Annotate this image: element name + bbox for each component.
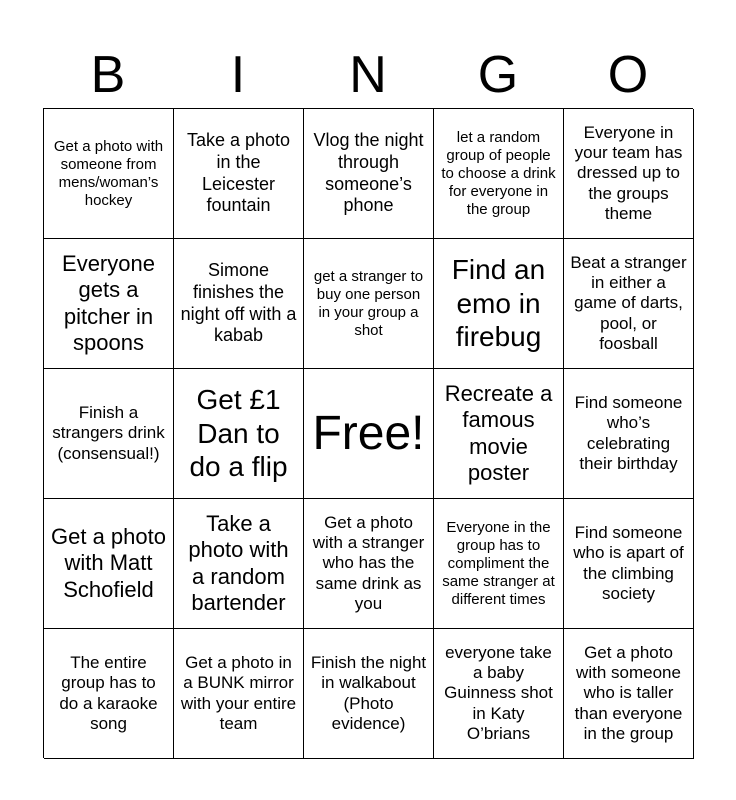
bingo-grid — [43, 108, 693, 758]
cell-text: Get a photo with Matt Schofield — [51, 523, 166, 602]
bingo-cell[interactable] — [174, 109, 304, 239]
cell-text: Everyone in your team has dressed up to the groups theme — [574, 122, 683, 224]
bingo-cell[interactable] — [174, 629, 304, 759]
cell-text: everyone take a baby Guinness shot in Katy O’brians — [444, 642, 553, 744]
cell-text: Get a photo with a stranger who has the same drink as you — [312, 512, 425, 614]
header-letter-o: O — [607, 46, 649, 104]
cell-text: get a stranger to buy one person in your group a shot — [313, 267, 424, 339]
bingo-cell[interactable] — [304, 499, 434, 629]
bingo-cell[interactable] — [44, 369, 174, 499]
cell-text: Take a photo in the Leicester fountain — [186, 130, 291, 216]
bingo-cell[interactable] — [174, 499, 304, 629]
bingo-header — [43, 46, 693, 104]
cell-text: Find someone who’s celebrating their birthday — [574, 392, 683, 473]
cell-text: Get a photo with someone from mens/woman’s hockey — [53, 137, 164, 209]
cell-text: Find someone who is apart of the climbing society — [573, 522, 684, 603]
cell-text: Beat a stranger in either a game of darts, pool, or foosball — [570, 252, 687, 354]
cell-text: Vlog the night through someone’s phone — [313, 130, 424, 216]
bingo-cell[interactable] — [174, 369, 304, 499]
cell-text: Take a photo with a random bartender — [188, 510, 289, 615]
header-letter-g: G — [477, 46, 519, 104]
bingo-cell[interactable] — [564, 109, 694, 239]
cell-text: let a random group of people to choose a drink for everyone in the group — [441, 128, 556, 218]
bingo-cell[interactable] — [564, 369, 694, 499]
bingo-cell[interactable] — [434, 109, 564, 239]
cell-text: Simone finishes the night off with a kabab — [180, 260, 297, 346]
bingo-cell[interactable] — [44, 109, 174, 239]
bingo-cell[interactable] — [44, 499, 174, 629]
free-space-text: Free! — [312, 406, 425, 460]
cell-text: The entire group has to do a karaoke song — [59, 652, 158, 733]
bingo-cell[interactable] — [434, 239, 564, 369]
cell-text: Recreate a famous movie poster — [444, 380, 553, 485]
cell-text: Find an emo in firebug — [451, 254, 546, 353]
bingo-cell[interactable] — [304, 239, 434, 369]
bingo-cell[interactable] — [304, 109, 434, 239]
cell-text: Get a photo in a BUNK mirror with your entire team — [180, 652, 297, 733]
cell-text: Finish the night in walkabout (Photo evidence) — [310, 652, 427, 733]
header-letter-b: B — [90, 46, 126, 104]
cell-text: Get £1 Dan to do a flip — [189, 384, 288, 483]
bingo-cell[interactable] — [564, 239, 694, 369]
bingo-cell[interactable] — [434, 629, 564, 759]
bingo-cell[interactable] — [304, 629, 434, 759]
cell-text: Everyone in the group has to compliment the same stranger at different times — [442, 518, 555, 608]
header-letter-n: N — [349, 46, 387, 104]
cell-text: Finish a strangers drink (consensual!) — [52, 402, 165, 463]
bingo-cell[interactable] — [44, 629, 174, 759]
bingo-cell[interactable] — [434, 499, 564, 629]
bingo-cell[interactable] — [564, 629, 694, 759]
free-space-cell[interactable] — [304, 369, 434, 499]
bingo-cell[interactable] — [44, 239, 174, 369]
cell-text: Everyone gets a pitcher in spoons — [62, 250, 155, 355]
cell-text: Get a photo with someone who is taller than everyone in the group — [574, 642, 683, 744]
bingo-cell[interactable] — [174, 239, 304, 369]
bingo-cell[interactable] — [434, 369, 564, 499]
header-letter-i: I — [230, 46, 246, 104]
bingo-cell[interactable] — [564, 499, 694, 629]
